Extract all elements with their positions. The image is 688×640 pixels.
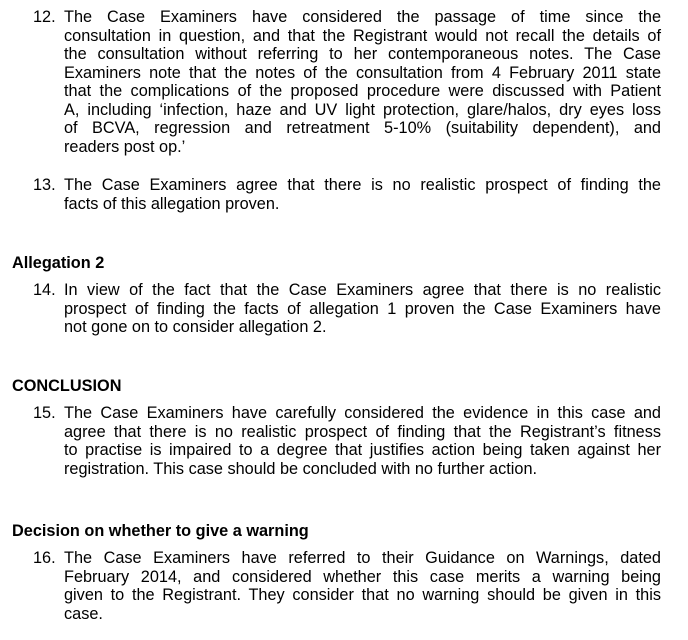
paragraph-line: The Case Examiners have referred to their Guidance on Warnings, dated [64, 549, 661, 567]
paragraph-line: the consultation without referring to her contemporaneous notes. The Case [64, 45, 661, 63]
paragraph-line: given to the Registrant. They consider that no warning should be given in this [64, 586, 661, 604]
paragraph-line: The Case Examiners agree that there is no realistic prospect of finding the [64, 176, 661, 194]
paragraph-line: The Case Examiners have carefully considered the evidence in this case and [64, 404, 661, 422]
paragraph-line: case. [64, 604, 103, 623]
paragraph-line: not gone on to consider allegation 2. [64, 318, 327, 336]
paragraph-line: Examiners note that the notes of the consultation from 4 February 2011 state [64, 63, 661, 82]
section-heading-allegation-2: Allegation 2 [12, 254, 105, 272]
paragraph-line: to practise is impaired to a degree that justifies action being taken against her [64, 441, 661, 459]
paragraph-line: In view of the fact that the Case Examiners agree that there is no realistic [64, 281, 661, 299]
paragraph-16 [33, 549, 661, 623]
paragraph-line: agree that there is no realistic prospect of finding that the Registrant’s fitness [64, 422, 661, 441]
paragraph-line: February 2014, and considered whether this case merits a warning being [64, 567, 661, 586]
paragraph-13 [33, 176, 661, 213]
paragraph-number: 15. [33, 404, 56, 422]
section-heading-conclusion: CONCLUSION [12, 377, 122, 395]
paragraph-line: that the complications of the proposed procedure were discussed with Patient [64, 82, 661, 100]
paragraph-number: 13. [33, 176, 56, 194]
paragraph-line: facts of this allegation proven. [64, 194, 280, 213]
paragraph-number: 12. [33, 8, 56, 26]
paragraph-number: 14. [33, 281, 56, 299]
paragraph-line: consultation in question, and that the Registrant would not recall the details of [64, 26, 661, 45]
paragraph-line: prospect of finding the facts of allegation 1 proven the Case Examiners have [64, 299, 661, 318]
paragraph-line: The Case Examiners have considered the passage of time since the [64, 8, 661, 26]
paragraph-line: of BCVA, regression and retreatment 5-10% (suitability dependent), and [64, 119, 661, 137]
section-heading-warning-decision: Decision on whether to give a warning [12, 522, 309, 540]
paragraph-line: A, including ‘infection, haze and UV light protection, glare/halos, dry eyes loss [64, 100, 661, 119]
paragraph-line: readers post op.’ [64, 137, 186, 156]
paragraph-line: registration. This case should be concluded with no further action. [64, 459, 538, 478]
paragraph-12 [33, 8, 661, 156]
paragraph-number: 16. [33, 549, 56, 567]
paragraph-14 [33, 281, 661, 337]
paragraph-15 [33, 404, 661, 478]
